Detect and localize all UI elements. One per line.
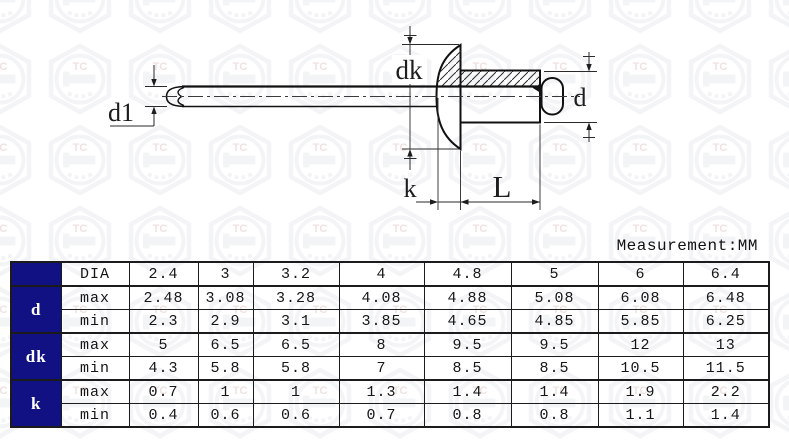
value-cell: 3.28 — [253, 286, 339, 310]
dia-value-cell: 4.8 — [424, 262, 511, 286]
value-cell: 0.8 — [424, 404, 511, 428]
value-cell: 1.1 — [598, 404, 683, 428]
measurement-unit-note: Measurement:MM — [616, 237, 758, 255]
value-cell: 4.3 — [129, 357, 198, 381]
table-row-dia — [11, 262, 769, 286]
dia-value-cell: 5 — [511, 262, 598, 286]
value-cell: 11.5 — [683, 357, 769, 381]
value-cell: 5 — [129, 333, 198, 357]
min-label-cell: min — [61, 310, 129, 334]
dia-header-cell: DIA — [61, 262, 129, 286]
dimension-d1 — [108, 65, 167, 127]
max-label-cell: max — [61, 380, 129, 404]
value-cell: 2.9 — [198, 310, 253, 334]
value-cell: 0.6 — [253, 404, 339, 428]
group-label-cell-k: k — [11, 380, 61, 427]
value-cell: 12 — [598, 333, 683, 357]
dimension-dk — [392, 26, 459, 170]
value-cell: 3.85 — [339, 310, 424, 334]
value-cell: 1 — [198, 380, 253, 404]
table-corner-cell — [11, 262, 61, 286]
value-cell: 1.3 — [339, 380, 424, 404]
value-cell: 2.3 — [129, 310, 198, 334]
value-cell: 0.4 — [129, 404, 198, 428]
value-cell: 2.2 — [683, 380, 769, 404]
value-cell: 1.4 — [424, 380, 511, 404]
value-cell: 0.8 — [511, 404, 598, 428]
value-cell: 5.8 — [198, 357, 253, 381]
dia-value-cell: 6 — [598, 262, 683, 286]
min-label-cell: min — [61, 404, 129, 428]
label-dk: dk — [395, 55, 423, 85]
dia-value-cell: 6.4 — [683, 262, 769, 286]
value-cell: 8 — [339, 333, 424, 357]
label-k: k — [403, 174, 417, 203]
value-cell: 1.4 — [683, 404, 769, 428]
value-cell: 6.48 — [683, 286, 769, 310]
value-cell: 5.8 — [253, 357, 339, 381]
value-cell: 9.5 — [511, 333, 598, 357]
value-cell: 3.1 — [253, 310, 339, 334]
label-d1: d1 — [108, 98, 134, 127]
value-cell: 4.85 — [511, 310, 598, 334]
value-cell: 2.48 — [129, 286, 198, 310]
min-label-cell: min — [61, 357, 129, 381]
value-cell: 6.5 — [253, 333, 339, 357]
value-cell: 0.7 — [339, 404, 424, 428]
dia-value-cell: 3.2 — [253, 262, 339, 286]
value-cell: 4.65 — [424, 310, 511, 334]
table-row-k-min — [11, 404, 769, 428]
dimension-d — [544, 52, 597, 142]
value-cell: 10.5 — [598, 357, 683, 381]
max-label-cell: max — [61, 333, 129, 357]
watermark-badge-icon — [771, 370, 789, 436]
value-cell: 9.5 — [424, 333, 511, 357]
dia-value-cell: 3 — [198, 262, 253, 286]
value-cell: 4.88 — [424, 286, 511, 310]
value-cell: 7 — [339, 357, 424, 381]
max-label-cell: max — [61, 286, 129, 310]
value-cell: 1 — [253, 380, 339, 404]
group-label-cell-d: d — [11, 286, 61, 333]
spec-table — [10, 261, 770, 428]
value-cell: 6.25 — [683, 310, 769, 334]
table-row-dk-max — [11, 333, 769, 357]
value-cell: 4.08 — [339, 286, 424, 310]
value-cell: 3.08 — [198, 286, 253, 310]
label-d: d — [573, 83, 587, 112]
label-L: L — [492, 169, 512, 204]
table-row-dk-min — [11, 357, 769, 381]
value-cell: 5.85 — [598, 310, 683, 334]
value-cell: 8.5 — [511, 357, 598, 381]
dia-value-cell: 2.4 — [129, 262, 198, 286]
value-cell: 13 — [683, 333, 769, 357]
value-cell: 5.08 — [511, 286, 598, 310]
dia-value-cell: 4 — [339, 262, 424, 286]
value-cell: 6.5 — [198, 333, 253, 357]
table-row-k-max — [11, 380, 769, 404]
group-label-cell-dk: dk — [11, 333, 61, 380]
table-row-d-min — [11, 310, 769, 334]
dimension-k-L — [404, 98, 541, 210]
value-cell: 1.9 — [598, 380, 683, 404]
table-row-d-max — [11, 286, 769, 310]
value-cell: 1.4 — [511, 380, 598, 404]
watermark-badge-icon — [771, 289, 789, 355]
value-cell: 0.6 — [198, 404, 253, 428]
value-cell: 8.5 — [424, 357, 511, 381]
value-cell: 0.7 — [129, 380, 198, 404]
value-cell: 6.08 — [598, 286, 683, 310]
